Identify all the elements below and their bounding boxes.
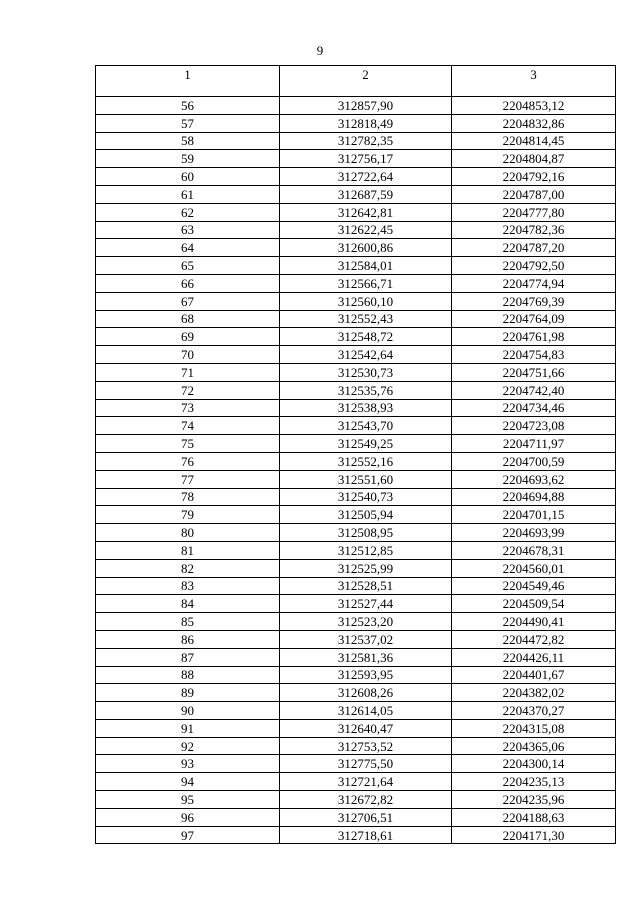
point-number-cell: 74 [96,417,280,435]
x-coordinate-cell: 312753,52 [280,737,452,755]
table-row [96,150,616,168]
x-coordinate-cell: 312608,26 [280,684,452,702]
table-row [96,168,616,186]
table-row [96,310,616,328]
coordinates-table [95,65,616,844]
y-coordinate-cell: 2204678,31 [452,541,616,559]
y-coordinate-cell: 2204769,39 [452,292,616,310]
x-coordinate-cell: 312722,64 [280,168,452,186]
point-number-cell: 70 [96,346,280,364]
x-coordinate-cell: 312540,73 [280,488,452,506]
table-row [96,363,616,381]
point-number-cell: 63 [96,221,280,239]
y-coordinate-cell: 2204549,46 [452,577,616,595]
x-coordinate-cell: 312537,02 [280,630,452,648]
y-coordinate-cell: 2204693,62 [452,470,616,488]
x-coordinate-cell: 312551,60 [280,470,452,488]
y-coordinate-cell: 2204764,09 [452,310,616,328]
x-coordinate-cell: 312535,76 [280,381,452,399]
table-row [96,559,616,577]
y-coordinate-cell: 2204853,12 [452,97,616,115]
table-body [96,97,616,844]
y-coordinate-cell: 2204723,08 [452,417,616,435]
table-row [96,203,616,221]
y-coordinate-cell: 2204235,13 [452,773,616,791]
point-number-cell: 75 [96,435,280,453]
point-number-cell: 82 [96,559,280,577]
y-coordinate-cell: 2204693,99 [452,524,616,542]
y-coordinate-cell: 2204472,82 [452,630,616,648]
table-row [96,630,616,648]
x-coordinate-cell: 312549,25 [280,435,452,453]
x-coordinate-cell: 312600,86 [280,239,452,257]
column-header-2: 2 [280,66,452,97]
y-coordinate-cell: 2204787,00 [452,185,616,203]
table-row [96,292,616,310]
y-coordinate-cell: 2204171,30 [452,826,616,844]
point-number-cell: 96 [96,808,280,826]
point-number-cell: 90 [96,702,280,720]
y-coordinate-cell: 2204315,08 [452,719,616,737]
table-row [96,755,616,773]
y-coordinate-cell: 2204365,06 [452,737,616,755]
point-number-cell: 71 [96,363,280,381]
x-coordinate-cell: 312818,49 [280,114,452,132]
x-coordinate-cell: 312530,73 [280,363,452,381]
point-number-cell: 59 [96,150,280,168]
table-row [96,488,616,506]
y-coordinate-cell: 2204509,54 [452,595,616,613]
x-coordinate-cell: 312552,43 [280,310,452,328]
y-coordinate-cell: 2204792,50 [452,257,616,275]
table-row [96,221,616,239]
x-coordinate-cell: 312622,45 [280,221,452,239]
table-row [96,452,616,470]
table-row [96,524,616,542]
table-row [96,773,616,791]
point-number-cell: 64 [96,239,280,257]
table-row [96,257,616,275]
column-header-3: 3 [452,66,616,97]
x-coordinate-cell: 312543,70 [280,417,452,435]
y-coordinate-cell: 2204814,45 [452,132,616,150]
point-number-cell: 73 [96,399,280,417]
x-coordinate-cell: 312552,16 [280,452,452,470]
table-row [96,702,616,720]
table-row [96,274,616,292]
y-coordinate-cell: 2204754,83 [452,346,616,364]
y-coordinate-cell: 2204426,11 [452,648,616,666]
y-coordinate-cell: 2204300,14 [452,755,616,773]
page-number: 9 [316,43,324,58]
point-number-cell: 68 [96,310,280,328]
table-row [96,826,616,844]
point-number-cell: 97 [96,826,280,844]
point-number-cell: 84 [96,595,280,613]
table-row [96,399,616,417]
point-number-cell: 78 [96,488,280,506]
point-number-cell: 87 [96,648,280,666]
point-number-cell: 88 [96,666,280,684]
x-coordinate-cell: 312538,93 [280,399,452,417]
table-row [96,328,616,346]
point-number-cell: 94 [96,773,280,791]
point-number-cell: 60 [96,168,280,186]
x-coordinate-cell: 312560,10 [280,292,452,310]
table-row [96,346,616,364]
x-coordinate-cell: 312857,90 [280,97,452,115]
point-number-cell: 67 [96,292,280,310]
point-number-cell: 93 [96,755,280,773]
point-number-cell: 89 [96,684,280,702]
point-number-cell: 79 [96,506,280,524]
x-coordinate-cell: 312706,51 [280,808,452,826]
x-coordinate-cell: 312640,47 [280,719,452,737]
x-coordinate-cell: 312525,99 [280,559,452,577]
x-coordinate-cell: 312614,05 [280,702,452,720]
x-coordinate-cell: 312642,81 [280,203,452,221]
table-row [96,666,616,684]
table-row [96,417,616,435]
y-coordinate-cell: 2204792,16 [452,168,616,186]
table-row [96,381,616,399]
point-number-cell: 81 [96,541,280,559]
table-row [96,114,616,132]
table-row [96,808,616,826]
point-number-cell: 66 [96,274,280,292]
x-coordinate-cell: 312593,95 [280,666,452,684]
y-coordinate-cell: 2204560,01 [452,559,616,577]
y-coordinate-cell: 2204401,67 [452,666,616,684]
y-coordinate-cell: 2204701,15 [452,506,616,524]
y-coordinate-cell: 2204711,97 [452,435,616,453]
y-coordinate-cell: 2204832,86 [452,114,616,132]
x-coordinate-cell: 312584,01 [280,257,452,275]
y-coordinate-cell: 2204490,41 [452,613,616,631]
y-coordinate-cell: 2204694,88 [452,488,616,506]
point-number-cell: 61 [96,185,280,203]
x-coordinate-cell: 312566,71 [280,274,452,292]
y-coordinate-cell: 2204734,46 [452,399,616,417]
x-coordinate-cell: 312542,64 [280,346,452,364]
y-coordinate-cell: 2204777,80 [452,203,616,221]
x-coordinate-cell: 312548,72 [280,328,452,346]
x-coordinate-cell: 312718,61 [280,826,452,844]
point-number-cell: 95 [96,791,280,809]
table-row [96,541,616,559]
y-coordinate-cell: 2204787,20 [452,239,616,257]
y-coordinate-cell: 2204370,27 [452,702,616,720]
y-coordinate-cell: 2204700,59 [452,452,616,470]
x-coordinate-cell: 312775,50 [280,755,452,773]
y-coordinate-cell: 2204188,63 [452,808,616,826]
point-number-cell: 92 [96,737,280,755]
point-number-cell: 86 [96,630,280,648]
point-number-cell: 57 [96,114,280,132]
x-coordinate-cell: 312512,85 [280,541,452,559]
table-header-row [96,66,616,97]
point-number-cell: 77 [96,470,280,488]
point-number-cell: 85 [96,613,280,631]
table-row [96,239,616,257]
point-number-cell: 65 [96,257,280,275]
y-coordinate-cell: 2204782,36 [452,221,616,239]
point-number-cell: 91 [96,719,280,737]
y-coordinate-cell: 2204774,94 [452,274,616,292]
point-number-cell: 76 [96,452,280,470]
y-coordinate-cell: 2204751,66 [452,363,616,381]
table-row [96,132,616,150]
x-coordinate-cell: 312527,44 [280,595,452,613]
y-coordinate-cell: 2204761,98 [452,328,616,346]
x-coordinate-cell: 312721,64 [280,773,452,791]
table-row [96,185,616,203]
column-header-1: 1 [96,66,280,97]
table-row [96,506,616,524]
x-coordinate-cell: 312523,20 [280,613,452,631]
x-coordinate-cell: 312672,82 [280,791,452,809]
x-coordinate-cell: 312756,17 [280,150,452,168]
point-number-cell: 56 [96,97,280,115]
point-number-cell: 69 [96,328,280,346]
table-row [96,648,616,666]
y-coordinate-cell: 2204235,96 [452,791,616,809]
point-number-cell: 83 [96,577,280,595]
table-row [96,595,616,613]
point-number-cell: 58 [96,132,280,150]
table-row [96,470,616,488]
table-row [96,737,616,755]
table-row [96,577,616,595]
table-row [96,613,616,631]
x-coordinate-cell: 312505,94 [280,506,452,524]
x-coordinate-cell: 312782,35 [280,132,452,150]
point-number-cell: 72 [96,381,280,399]
y-coordinate-cell: 2204742,40 [452,381,616,399]
table-row [96,719,616,737]
x-coordinate-cell: 312508,95 [280,524,452,542]
point-number-cell: 80 [96,524,280,542]
table-row [96,791,616,809]
x-coordinate-cell: 312581,36 [280,648,452,666]
table-row [96,435,616,453]
y-coordinate-cell: 2204804,87 [452,150,616,168]
table-row [96,97,616,115]
point-number-cell: 62 [96,203,280,221]
table-row [96,684,616,702]
x-coordinate-cell: 312528,51 [280,577,452,595]
y-coordinate-cell: 2204382,02 [452,684,616,702]
x-coordinate-cell: 312687,59 [280,185,452,203]
